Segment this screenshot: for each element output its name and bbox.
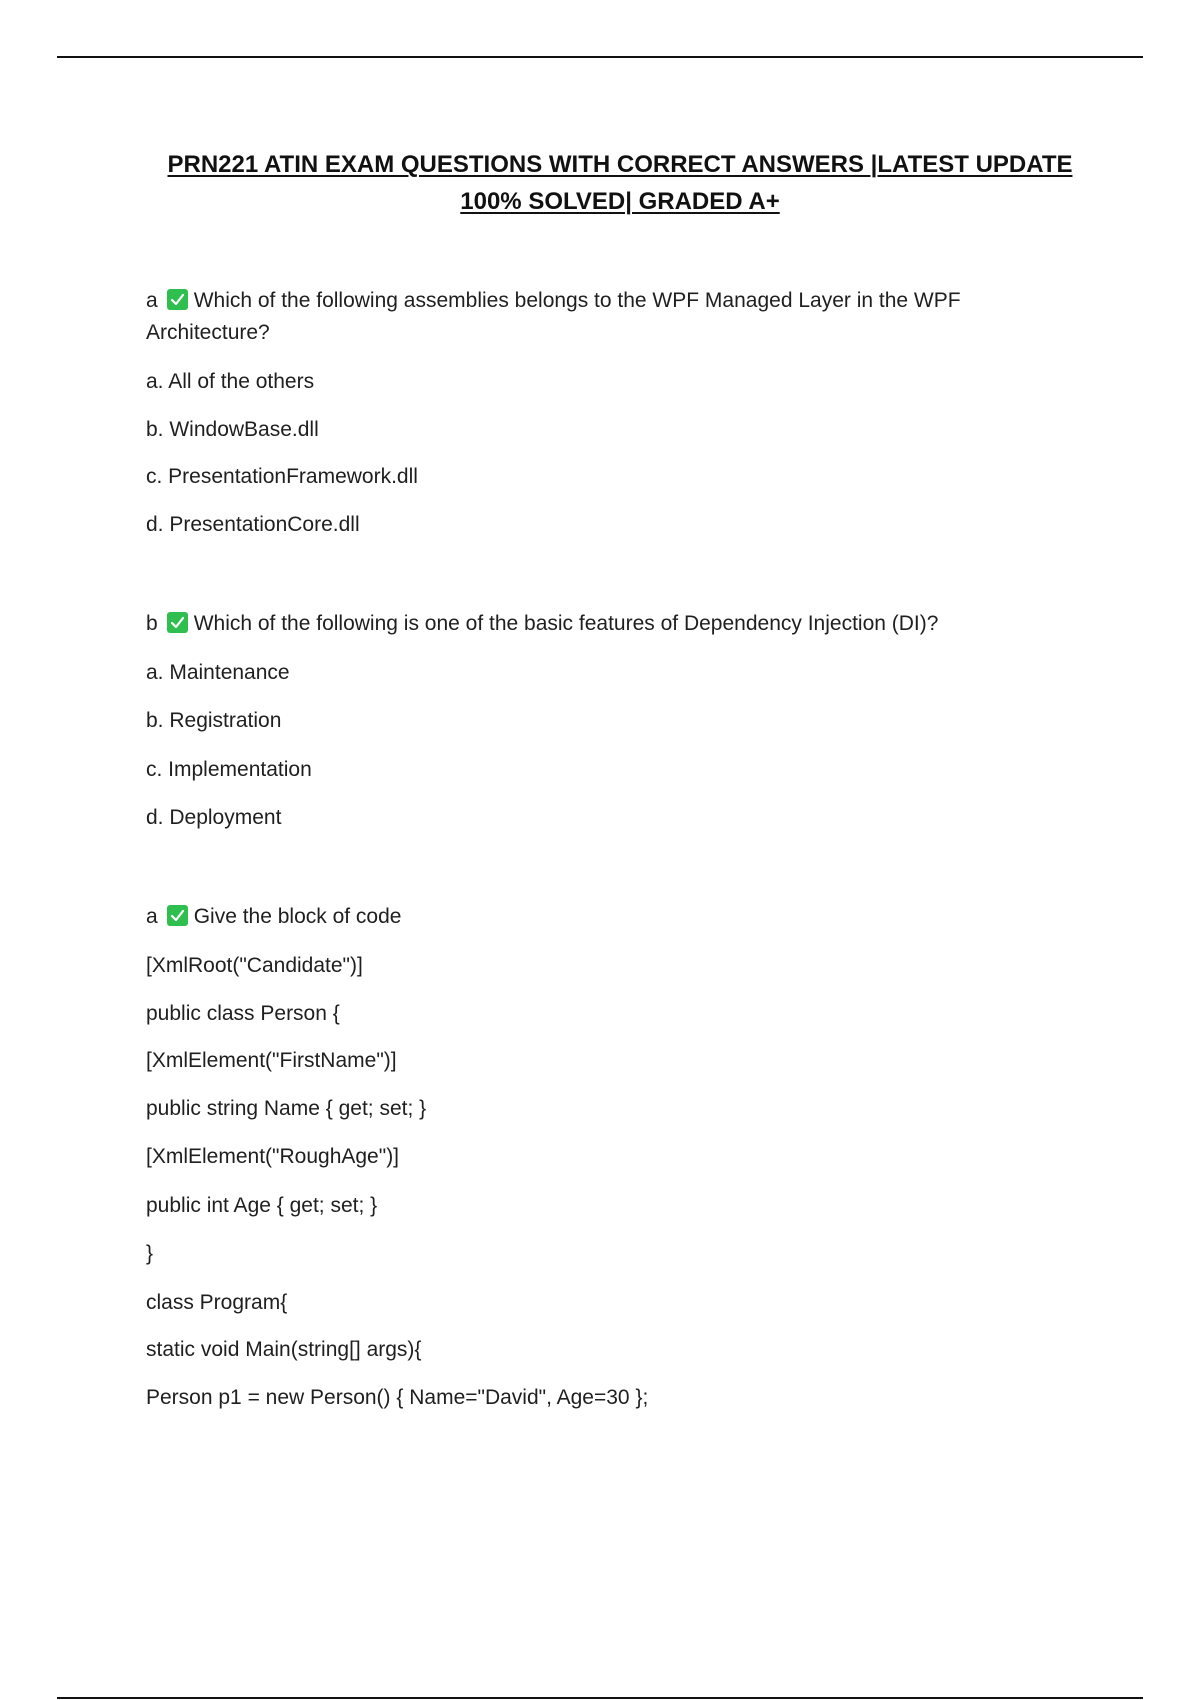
check-mark-icon [167,905,188,926]
code-line-4: public string Name { get; set; } [146,1097,427,1120]
code-line-10: Person p1 = new Person() { Name="David", Age=30 }; [146,1386,649,1409]
bottom-rule [57,1697,1143,1699]
code-line-8: class Program{ [146,1291,288,1314]
title-line-2: 100% SOLVED| GRADED A+ [460,188,780,215]
question-3 [146,901,1026,933]
question-1-option-c: c. PresentationFramework.dll [146,465,418,488]
question-2-answer-letter: b [146,612,158,635]
question-3-answer-letter: a [146,905,158,928]
question-1-option-b: b. WindowBase.dll [146,418,319,441]
question-2-option-b: b. Registration [146,709,282,732]
check-mark-icon [167,289,188,310]
question-1-answer-letter: a [146,289,158,312]
code-line-9: static void Main(string[] args){ [146,1338,422,1361]
code-line-3: [XmlElement("FirstName")] [146,1049,397,1072]
code-line-2: public class Person { [146,1002,340,1025]
question-1-text: Which of the following assemblies belongs to the WPF Managed Layer in the WPF [193,289,961,312]
question-2-text: Which of the following is one of the basic features of Dependency Injection (DI)? [193,612,939,635]
question-2-option-c: c. Implementation [146,758,312,781]
question-2-option-a: a. Maintenance [146,661,290,684]
code-line-1: [XmlRoot("Candidate")] [146,954,363,977]
page-title [120,146,1120,220]
question-3-text: Give the block of code [193,905,402,928]
code-line-7: } [146,1242,154,1265]
question-1-option-a: a. All of the others [146,370,315,393]
top-rule [57,56,1143,58]
question-1-option-d: d. PresentationCore.dll [146,513,360,536]
question-1 [146,285,1026,317]
question-2-option-d: d. Deployment [146,806,282,829]
question-2 [146,608,1026,640]
code-line-5: [XmlElement("RoughAge")] [146,1145,400,1168]
code-line-6: public int Age { get; set; } [146,1194,378,1217]
title-line-1: PRN221 ATIN EXAM QUESTIONS WITH CORRECT ANSWERS |LATEST UPDATE [167,151,1073,178]
check-mark-icon [167,612,188,633]
question-1-text-continued: Architecture? [146,321,270,344]
